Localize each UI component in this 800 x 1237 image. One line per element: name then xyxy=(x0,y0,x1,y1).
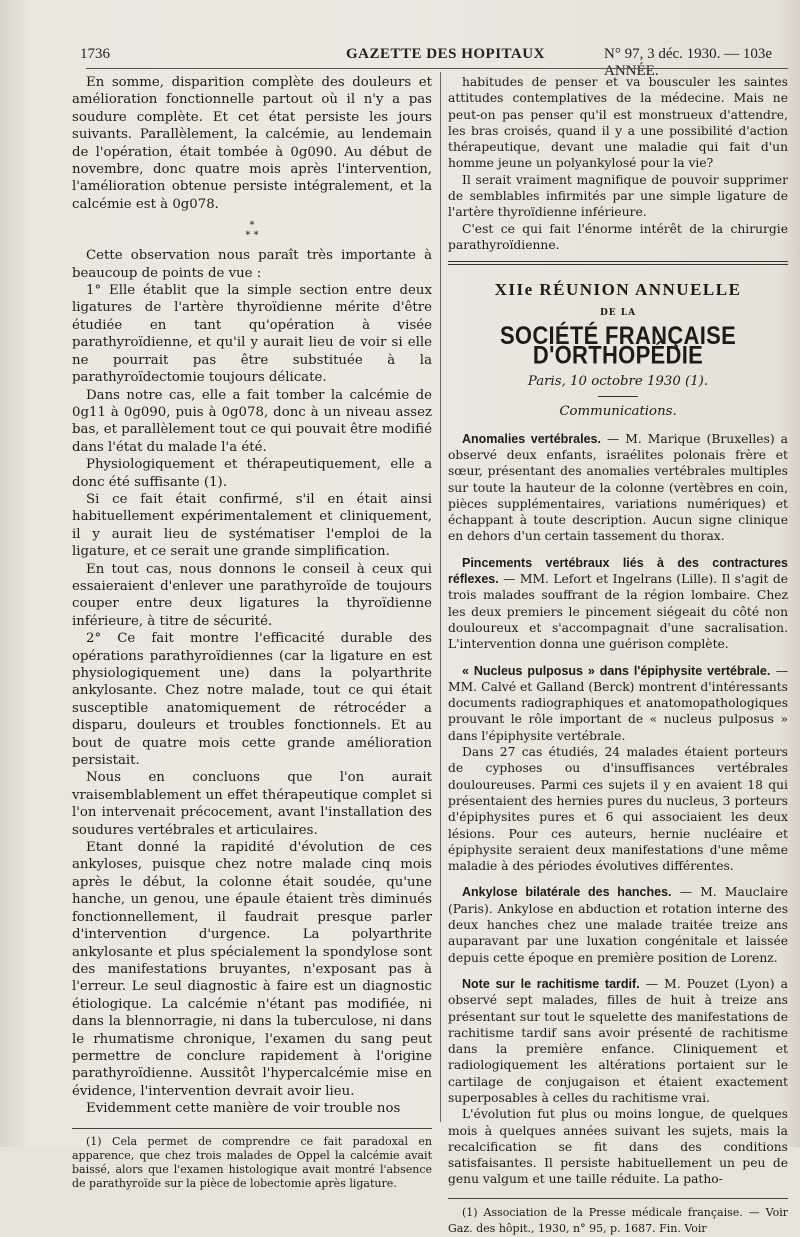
item-text: — M. Marique (Bruxelles) a observé deux enfants, israélites polonais frère et sœur, présentant des anomalies vertébrales multiples sur toute la hauteur de la colonne (vertèbres en coin, pièces supplémentaires, variations numériques) et échappant à toute description. Aucun signe clinique en dehors d'un certain tassement du thorax. xyxy=(448,431,788,544)
item-heading: Note sur le rachitisme tardif. xyxy=(462,976,640,991)
communication-item xyxy=(448,1106,788,1187)
paragraph: En somme, disparition complète des douleurs et amélioration fonctionnelle partout où il n'y a pas soudure complète. Et cet état persiste les jours suivants. Parallèlement, la calcémie, au lendemain de l'opération, était tombée à 0g090. Au début de novembre, donc quatre mois après l'intervention, l'amélioration obtenue persiste intégralement, et la calcémie est à 0g078. xyxy=(72,75,432,212)
right-column xyxy=(448,74,788,1236)
item-heading: Anomalies vertébrales. xyxy=(462,431,601,446)
page-number: 1736 xyxy=(80,46,110,62)
paragraph: Nous en concluons que l'on aurait vraisemblablement un effet thérapeutique complet si l'on intervenait précocement, avant l'installation des soudures vertébrales et articulaires. xyxy=(72,770,432,838)
footnote-rule xyxy=(448,1198,788,1199)
footnote xyxy=(448,1205,788,1237)
communication-item xyxy=(448,744,788,874)
item-text: Dans 27 cas étudiés, 24 malades étaient porteurs de cyphoses ou d'insuffisances vertébrales douloureuses. Parmi ces sujets il y en avaient 18 qui présentaient des hernies pures du nucleus, 3 porteurs d'épiphysites pures et 6 qui associaient les deux lésions. Pour ces auteurs, hernie nucléaire et épiphysite seraient deux manifestations d'une même maladie à des périodes évolutives différentes. xyxy=(448,745,788,874)
header-rule xyxy=(86,68,788,69)
paragraph: Physiologiquement et thérapeutiquement, elle a donc été suffisante (1). xyxy=(72,457,432,490)
paragraph: Cette observation nous paraît très importante à beaucoup de points de vue : xyxy=(72,248,432,281)
section-subtitle: DE LA xyxy=(599,307,637,318)
paragraph: C'est ce qui fait l'énorme intérêt de la chirurgie parathyroïdienne. xyxy=(448,221,788,252)
item-heading: « Nucleus pulposus » dans l'épiphysite vertébrale. xyxy=(462,663,771,678)
footnote-text: (1) Association de la Presse médicale française. — Voir Gaz. des hôpit., 1930, n° 95, p. 1687. xyxy=(448,1205,788,1236)
meeting-date: Paris, 10 octobre 1930 (1). xyxy=(527,373,709,389)
communication-item xyxy=(448,976,788,1106)
item-heading: Pincements vertébraux liés à des contractures réflexes. xyxy=(448,555,788,587)
journal-title: GAZETTE DES HOPITAUX xyxy=(346,46,545,62)
communication-item xyxy=(448,663,788,744)
footnote-rule xyxy=(72,1128,432,1129)
communication-item xyxy=(448,555,788,653)
communication-item xyxy=(448,431,788,545)
item-text: — M. Pouzet (Lyon) a observé sept malades, filles de huit à treize ans présentant sur tout le squelette des manifestations de rachitisme tardif sans avoir présenté de rachitisme dans la première enfance. Cliniquement et radiologiquement les altérations portaient sur le cartilage de conjugaison et étaient exactement superposables à celles du rachitisme vrai. xyxy=(448,976,788,1105)
paragraph: Etant donné la rapidité d'évolution de ces ankyloses, puisque chez notre malade cinq mois après le début, la colonne était soudée, qu'une hanche, un genou, une épaule étaient très diminués fonctionnellement, il faudrait presque parler d'intervention d'urgence. La polyarthrite ankylosante et plus spécialement la spondylose sont des manifestations bruyantes, n'exposant pas à l'erreur. Le seul diagnostic à faire est un diagnostic étiologique. La calcémie n'étant pas modifiée, ni dans la blennorragie, ni dans la tuberculose, ni dans le rhumatisme chronique, l'examen du sang peut permettre de conclure rapidement à l'origine parathyroïdienne. Aussitôt l'hypercalcémie mise en évidence, l'intervention devrait avoir lieu. xyxy=(72,840,432,1099)
paragraph: Il serait vraiment magnifique de pouvoir supprimer de semblables infirmités par une simple ligature de l'artère thyroïdienne inférieure. xyxy=(448,172,788,220)
paragraph: 2° Ce fait montre l'efficacité durable des opérations parathyroïdiennes (car la ligature en est physiologiquement une) dans la polyarthrite ankylosante. Chez notre malade, tout ce qui était susceptible anatomiquement de rétrocéder a disparu, douleurs et troubles fonctionnels. Et au bout de quatre mois cette grande amélioration persistait. xyxy=(72,631,432,769)
paragraph: habitudes de penser et va bousculer les saintes attitudes contemplatives de la médecine. Mais ne peut-on pas penser qu'il est monstrueux d'attendre, les bras croisés, quand il y a une possibilité d'action thérapeutique, devant une maladie qui fait d'un homme jeune un polyankylosé pour la vie? xyxy=(448,75,788,171)
fin-note: Fin. Voir xyxy=(659,1222,707,1236)
item-text: — MM. Lefort et Ingelrans (Lille). Il s'agit de trois malades souffrant de la région lombaire. Chez les deux premiers le pincement siégeait du côté non douloureux et s'accompagnait d'une sacralisation. L'intervention donna une guérison complète. xyxy=(448,572,788,652)
paragraph: Si ce fait était confirmé, s'il en était ainsi habituellement expérimentalement et cliniquement, il y aurait lieu de systématiser l'emploi de la ligature, et ce serait une grande simplification. xyxy=(72,491,432,560)
paragraph: Dans notre cas, elle a fait tomber la calcémie de 0g11 à 0g090, puis à 0g078, donc à un niveau assez bas, et parallèlement tout ce qui pouvait être modifié dans l'état du malade l'a été. xyxy=(72,387,432,455)
page-header xyxy=(56,40,788,79)
column-divider xyxy=(440,72,441,1122)
short-rule xyxy=(598,396,638,397)
communication-item xyxy=(448,884,788,965)
paragraph: 1° Elle établit que la simple section entre deux ligatures de l'artère thyroïdienne mérite d'être étudiée en tant qu'opération à visée parathyroïdienne, et qu'il y aurait lieu de voir si elle ne pourrait pas être substituée à la parathyroïdectomie toujours délicate. xyxy=(72,283,432,386)
paragraph: En tout cas, nous donnons le conseil à ceux qui essaieraient d'enlever une parathyroïde de toujours couper entre deux ligatures la thyroïdienne inférieure, à titre de sécurité. xyxy=(72,561,432,629)
item-text: — MM. Calvé et Galland (Berck) montrent d'intéressants documents radiographiques et anatomopathologiques prouvant le rôle important de « nucleus pulposus » dans l'épiphysite vertébrale. xyxy=(448,663,788,743)
section-stars: * * * xyxy=(245,220,259,242)
issue-info: N° 97, 3 déc. 1930. — 103e ANNÉE. xyxy=(604,46,773,79)
section-title: XIIe RÉUNION ANNUELLE xyxy=(494,280,742,300)
item-text: L'évolution fut plus ou moins longue, de quelques mois à quelques années suivant les sujets, mais la recalcification se fit dans des conditions satisfaisantes. Il persiste habituellement un peu de genu valgum et une taille réduite. La patho- xyxy=(448,1107,788,1187)
society-title: SOCIÉTÉ FRANÇAISE D'ORTHOPÉDIE xyxy=(499,320,737,370)
item-text: — M. Mauclaire (Paris). Ankylose en abduction et rotation interne des deux hanches chez une malade traitée treize ans auparavant par une luxation congénitale et laissée depuis cette époque en première position de Lorenz. xyxy=(448,885,788,965)
section-double-rule xyxy=(448,261,788,265)
footnote: (1) Cela permet de comprendre ce fait paradoxal en apparence, que chez trois malades de Oppel la calcémie avait baissé, alors que l'examen histologique avait montré l'absence de parathyroïde sur la pièce de lobectomie après ligature. xyxy=(72,1134,432,1190)
left-column xyxy=(72,74,432,1190)
paragraph: Evidemment cette manière de voir trouble nos xyxy=(86,1101,401,1117)
item-heading: Ankylose bilatérale des hanches. xyxy=(462,885,672,900)
communications-heading: Communications. xyxy=(559,404,677,420)
